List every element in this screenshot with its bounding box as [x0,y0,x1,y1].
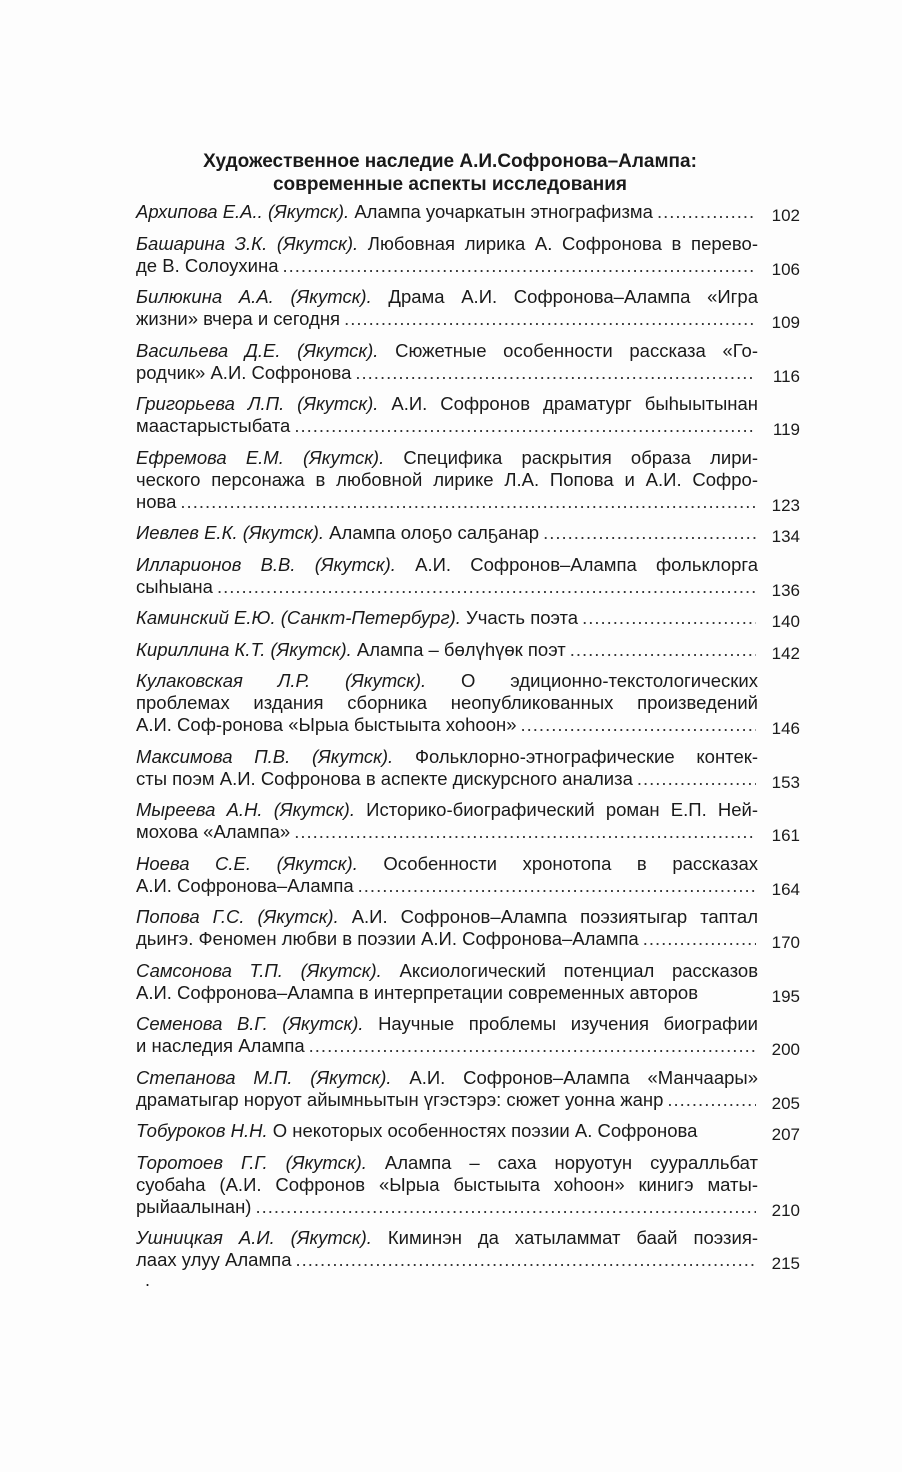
toc-entry[interactable] [136,522,800,544]
toc-entry-author: Архипова Е.А.. (Якутск). [136,201,350,222]
toc-entry-page-number: 109 [771,313,800,332]
toc-entry-page-number: 207 [771,1125,800,1144]
toc-entry-page-number: 161 [771,826,800,845]
toc-entry-title-end [136,1249,292,1271]
dot-leader [657,201,756,223]
toc-entry-title-end [136,607,578,629]
toc-entry-line [136,1227,758,1249]
toc-entry[interactable] [136,1120,800,1142]
toc-entry-page-number: 200 [771,1040,800,1059]
table-of-contents [136,201,800,1281]
toc-entry-title-end [136,201,653,223]
section-title-line-2: современные аспекты исследования [272,174,628,195]
toc-entry-title: лаах улуу Алампа [136,1249,292,1270]
toc-entry[interactable] [136,1013,800,1057]
toc-entry-title-part: Алампа – саха норуотун сууралльбат [384,1151,758,1173]
toc-entry-title: сыһыана [136,575,213,597]
toc-entry-line [136,799,758,821]
toc-entry-title: Алампа уочаркатын этнографизма [354,201,653,222]
toc-entry-title: Алампа – бөлүһүөк поэт [356,638,566,660]
toc-entry[interactable] [136,799,800,843]
dot-leader [180,491,756,513]
dot-leader [582,607,756,629]
toc-entry-last-line [136,1089,758,1111]
dot-leader [309,1035,756,1057]
toc-entry-title-part: А.И. Софронов драматург быһыытынан [391,393,758,414]
toc-entry-title: дьиҥэ. Феномен любви в поэзии А.И. Софронова–Алампа [136,928,639,949]
toc-entry[interactable] [136,853,800,897]
toc-entry-title: А.И. Софронова–Алампа [136,874,354,896]
toc-entry-page-number: 215 [771,1254,800,1273]
toc-entry-line [136,960,758,982]
toc-entry-author: Ноева С.Е. (Якутск). [136,852,358,874]
toc-entry-last-line [136,875,758,897]
toc-entry-last-line [136,714,758,736]
toc-entry-title: А.И. Софронова–Алампа в интерпретации современных авторов [136,981,699,1003]
toc-entry-title: Участь поэта [466,607,579,628]
toc-entry-line [136,554,758,576]
toc-entry-text [136,1227,758,1271]
toc-entry-page-number: 134 [771,527,800,546]
toc-entry-line [136,286,758,308]
toc-entry[interactable] [136,393,800,437]
toc-entry-title-part: проблемах издания сборника неопубликованных произведений [136,692,758,713]
toc-entry[interactable] [136,906,800,950]
toc-entry-page-number: 142 [771,643,800,663]
toc-entry-last-line [136,821,758,843]
toc-entry-title: жизни» вчера и сегодня [136,308,341,329]
toc-entry-title-end [136,522,539,544]
toc-entry-page-number: 106 [771,259,800,279]
toc-entry-title-end [136,1120,697,1142]
toc-entry-title: мохова «Алампа» [136,821,291,842]
toc-entry-author: Максимова П.В. (Якутск). [136,745,394,767]
dot-leader [637,768,756,790]
toc-entry-title-end [136,821,290,843]
toc-entry-title: родчик» А.И. Софронова [136,361,352,383]
dot-leader [358,875,756,897]
toc-entry-title: А.И. Соф-ронова «Ырыа быстыыта хоһоон» [136,714,517,735]
toc-entry-last-line [136,1120,758,1142]
toc-entry-last-line [136,255,758,277]
toc-entry[interactable] [136,1227,800,1271]
toc-entry-title-end [136,308,340,330]
dot-leader [355,362,756,384]
toc-entry-text [136,639,758,661]
toc-entry-line [136,906,758,928]
toc-entry-page-number: 164 [771,879,800,899]
toc-entry-line [136,746,758,768]
toc-entry-last-line [136,415,758,437]
dot-leader [255,1196,756,1218]
toc-entry-title: О некоторых особенностях поэзии А. Софронова [272,1120,698,1141]
toc-entry-page-number: 123 [771,495,800,515]
toc-entry-title-part: Аксиологический потенциал рассказов [399,959,758,981]
toc-entry-text [136,233,758,277]
toc-entry-last-line [136,928,758,950]
toc-entry[interactable] [136,960,800,1004]
dot-leader [570,639,756,661]
toc-entry[interactable] [136,201,800,223]
toc-entry-author: Васильева Д.Е. (Якутск). [136,339,379,361]
toc-entry-last-line [136,362,758,384]
toc-entry-last-line [136,768,758,790]
toc-entry-title-end [136,362,351,384]
toc-entry-line [136,447,758,469]
dot-leader [543,522,756,544]
toc-entry-line [136,853,758,875]
toc-entry-title-end [136,1089,663,1111]
toc-entry[interactable] [136,1067,800,1111]
toc-entry-page-number: 136 [771,580,800,600]
toc-entry-author: Семенова В.Г. (Якутск). [136,1013,364,1034]
toc-entry-title-part: Фольклорно-этнографические контек- [414,745,758,767]
toc-entry-text [136,906,758,950]
toc-entry-title-part: Особенности хронотопа в рассказах [383,852,758,874]
toc-entry-text [136,746,758,790]
trailing-mark: . [145,1270,151,1290]
toc-entry-title-end [136,1196,251,1218]
toc-entry-page-number: 116 [772,366,800,386]
toc-entry-author: Кириллина К.Т. (Якутск). [136,638,352,660]
toc-entry-author: Степанова М.П. (Якутск). [136,1066,392,1088]
toc-entry-text [136,393,758,437]
toc-entry-text [136,853,758,897]
toc-entry-last-line [136,982,758,1004]
toc-entry-title: нова [136,490,177,512]
toc-entry-page-number: 119 [772,420,800,439]
toc-entry-title-part: Драма А.И. Софронова–Алампа «Игра [388,286,758,307]
toc-entry-text [136,286,758,330]
toc-entry-title: сты поэм А.И. Софронова в аспекте дискурсного анализа [136,767,633,789]
dot-leader [294,415,756,437]
toc-entry-line [136,1067,758,1089]
toc-entry-author: Мыреева А.Н. (Якутск). [136,799,355,820]
toc-entry-text [136,522,758,544]
toc-entry-line [136,233,758,255]
toc-entry-title: маастарыстыбата [136,415,291,436]
toc-entry-last-line [136,1035,758,1057]
toc-entry-author: Башарина З.К. (Якутск). [136,232,359,254]
toc-entry-page-number: 205 [771,1093,800,1113]
toc-entry-author: Попова Г.С. (Якутск). [136,906,339,927]
toc-entry[interactable] [136,554,800,598]
toc-entry-line [136,692,758,714]
toc-entry-title-part: Сюжетные особенности рассказа «Го- [395,339,758,361]
toc-entry-title-end [136,1035,305,1057]
toc-entry-line [136,393,758,415]
dot-leader [283,255,756,277]
toc-entry-author: Тобуроков Н.Н. [136,1120,268,1141]
toc-entry-text [136,607,758,629]
toc-entry-author: Кулаковская Л.Р. (Якутск). [136,670,427,691]
toc-entry-text [136,1120,758,1142]
toc-entry-last-line [136,576,758,598]
toc-entry-title-end [136,982,698,1004]
toc-entry-line [136,340,758,362]
toc-entry-last-line [136,1196,758,1218]
toc-entry-page-number: 102 [771,206,800,225]
toc-entry-page-number: 210 [771,1200,800,1220]
toc-entry-title-end [136,714,517,736]
toc-entry-page-number: 170 [771,933,800,952]
dot-leader [344,308,756,330]
toc-entry-text [136,799,758,843]
toc-entry-last-line [136,308,758,330]
toc-entry-text [136,1152,758,1218]
toc-entry-title-end [136,415,290,437]
toc-entry-title-part: А.И. Софронов–Алампа фольклорга [415,553,758,575]
toc-entry-title-part: суобаһа (А.И. Софронов «Ырыа быстыыта хоһоон» кинигэ маты- [136,1173,758,1195]
toc-entry-last-line [136,201,758,223]
toc-entry-line [136,469,758,491]
toc-entry-text [136,670,758,736]
toc-entry-page-number: 195 [771,986,800,1006]
toc-entry-line [136,1174,758,1196]
toc-entry[interactable] [136,1152,800,1218]
toc-entry-page-number: 153 [771,772,800,792]
toc-entry-title-end [136,255,279,277]
toc-entry-author: Самсонова Т.П. (Якутск). [136,959,382,981]
dot-leader [667,1089,756,1111]
toc-entry[interactable] [136,340,800,384]
toc-entry-author: Торотоев Г.Г. (Якутск). [136,1151,367,1173]
toc-entry[interactable] [136,447,800,513]
dot-leader [521,714,756,736]
toc-entry-text [136,1067,758,1111]
toc-entry[interactable] [136,746,800,790]
toc-entry-line [136,670,758,692]
toc-entry[interactable] [136,233,800,277]
toc-entry-last-line [136,607,758,629]
toc-entry-author: Ефремова Е.М. (Якутск). [136,446,385,468]
toc-entry-title: драматыгар норуот айымньытын үгэстэрэ: сюжет уонна жанр [136,1088,664,1110]
toc-entry-title-end [136,491,176,513]
toc-entry[interactable] [136,639,800,661]
toc-entry-title: де В. Солоухина [136,254,279,276]
toc-entry-title-part: Научные проблемы изучения биографии [378,1013,758,1034]
toc-entry-last-line [136,639,758,661]
toc-entry-title-part: Специфика раскрытия образа лири- [403,446,758,468]
toc-entry-author: Каминский Е.Ю. (Санкт-Петербург). [136,607,461,628]
toc-entry-last-line [136,522,758,544]
dot-leader [217,576,756,598]
toc-entry-title-part: А.И. Софронов–Алампа поэзиятыгар таптал [351,906,758,927]
dot-leader [296,1249,757,1271]
toc-entry-author: Иевлев Е.К. (Якутск). [136,522,324,543]
toc-entry-author: Илларионов В.В. (Якутск). [136,553,396,575]
toc-entry-text [136,340,758,384]
dot-leader [294,821,756,843]
toc-entry-title-part: ческого персонажа в любовной лирике Л.А. Попова и А.И. Софро- [136,468,758,490]
toc-entry[interactable] [136,607,800,629]
toc-entry-title-end [136,639,566,661]
toc-entry-title-end [136,576,213,598]
toc-entry-title-end [136,928,639,950]
toc-entry-page-number: 140 [771,612,800,631]
toc-entry-line [136,1152,758,1174]
toc-entry-title: Алампа олоҕо салҕанар [329,522,540,543]
toc-entry-title-part: Киминэн да хатыламмат баай поэзия- [387,1227,758,1248]
toc-entry-last-line [136,491,758,513]
toc-entry-title-part: О эдиционно-текстологических [461,670,758,691]
toc-entry-title-part: Любовная лирика А. Софронова в перево- [367,232,758,254]
toc-entry[interactable] [136,670,800,736]
toc-entry-title: рыйаалынан) [136,1195,252,1217]
toc-entry-last-line [136,1249,758,1271]
toc-entry-title-part: А.И. Софронов–Алампа «Манчаары» [409,1066,758,1088]
toc-entry-title-part: Историко-биографический роман Е.П. Ней- [366,799,758,820]
toc-entry[interactable] [136,286,800,330]
toc-entry-text [136,1013,758,1057]
toc-entry-line [136,1013,758,1035]
toc-entry-author: Григорьева Л.П. (Якутск). [136,393,379,414]
toc-entry-text [136,960,758,1004]
toc-entry-author: Билюкина А.А. (Якутск). [136,286,372,307]
section-title-line-1: Художественное наследие А.И.Софронова–Алампа: [203,151,697,172]
toc-entry-text [136,447,758,513]
toc-entry-title-end [136,875,354,897]
toc-entry-title-end [136,768,633,790]
dot-leader [643,928,756,950]
toc-entry-author: Ушницкая А.И. (Якутск). [136,1227,372,1248]
toc-entry-text [136,201,758,223]
section-title [136,150,764,196]
toc-entry-text [136,554,758,598]
toc-entry-page-number: 146 [771,719,800,738]
toc-entry-title: и наследия Алампа [136,1035,305,1056]
